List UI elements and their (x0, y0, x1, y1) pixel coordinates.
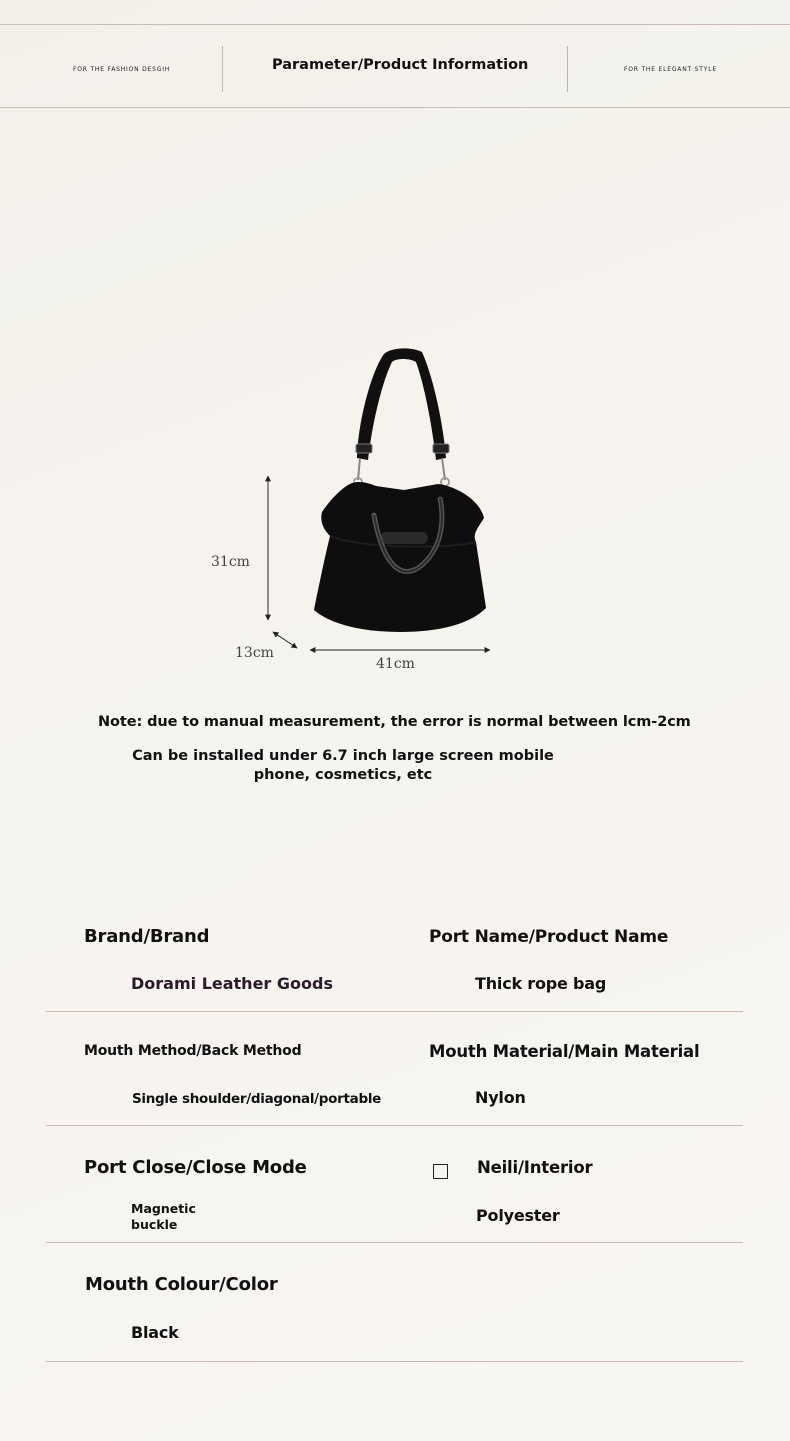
spec-divider-1 (46, 1011, 743, 1012)
spec-divider-4 (46, 1361, 743, 1362)
header-right-separator (567, 46, 568, 92)
header-bottom-divider (0, 107, 790, 108)
product-name-value: Thick rope bag (475, 974, 607, 993)
header-top-divider (0, 24, 790, 25)
depth-dimension: 13cm (235, 645, 274, 661)
page-title: Parameter/Product Information (272, 57, 529, 73)
interior-value: Polyester (476, 1206, 560, 1225)
header-right-tagline: FOR THE ELEGANT STYLE (624, 66, 717, 73)
spec-divider-3 (46, 1242, 743, 1243)
bag-strap (357, 348, 446, 460)
depth-arrow (273, 632, 297, 648)
width-dimension: 41cm (376, 656, 415, 672)
close-mode-value: Magnetic buckle (131, 1201, 196, 1232)
material-label: Mouth Material/Main Material (429, 1042, 700, 1061)
header-left-separator (222, 46, 223, 92)
interior-label: Neili/Interior (477, 1158, 593, 1177)
product-name-label: Port Name/Product Name (429, 927, 669, 947)
color-value: Black (131, 1323, 179, 1342)
strap-buckle-left (356, 444, 372, 453)
spec-divider-2 (46, 1125, 743, 1126)
close-mode-label: Port Close/Close Mode (84, 1157, 307, 1178)
color-label: Mouth Colour/Color (85, 1274, 278, 1295)
capacity-note-line1: Can be installed under 6.7 inch large screen mobile (132, 748, 554, 764)
interior-checkbox[interactable] (433, 1164, 448, 1179)
height-dimension: 31cm (211, 554, 250, 570)
back-method-value: Single shoulder/diagonal/portable (132, 1091, 381, 1107)
capacity-note (108, 747, 578, 785)
material-value: Nylon (475, 1088, 526, 1107)
measurement-note: Note: due to manual measurement, the error is normal between lcm-2cm (98, 714, 691, 730)
brand-label: Brand/Brand (84, 926, 210, 947)
brand-value: Dorami Leather Goods (131, 974, 333, 993)
back-method-label: Mouth Method/Back Method (84, 1043, 302, 1059)
dimension-arrows (260, 470, 500, 660)
strap-buckle-right (433, 444, 449, 453)
header-left-tagline: FOR THE FASHION DESGIH (73, 66, 171, 73)
capacity-note-line2: phone, cosmetics, etc (253, 767, 433, 783)
